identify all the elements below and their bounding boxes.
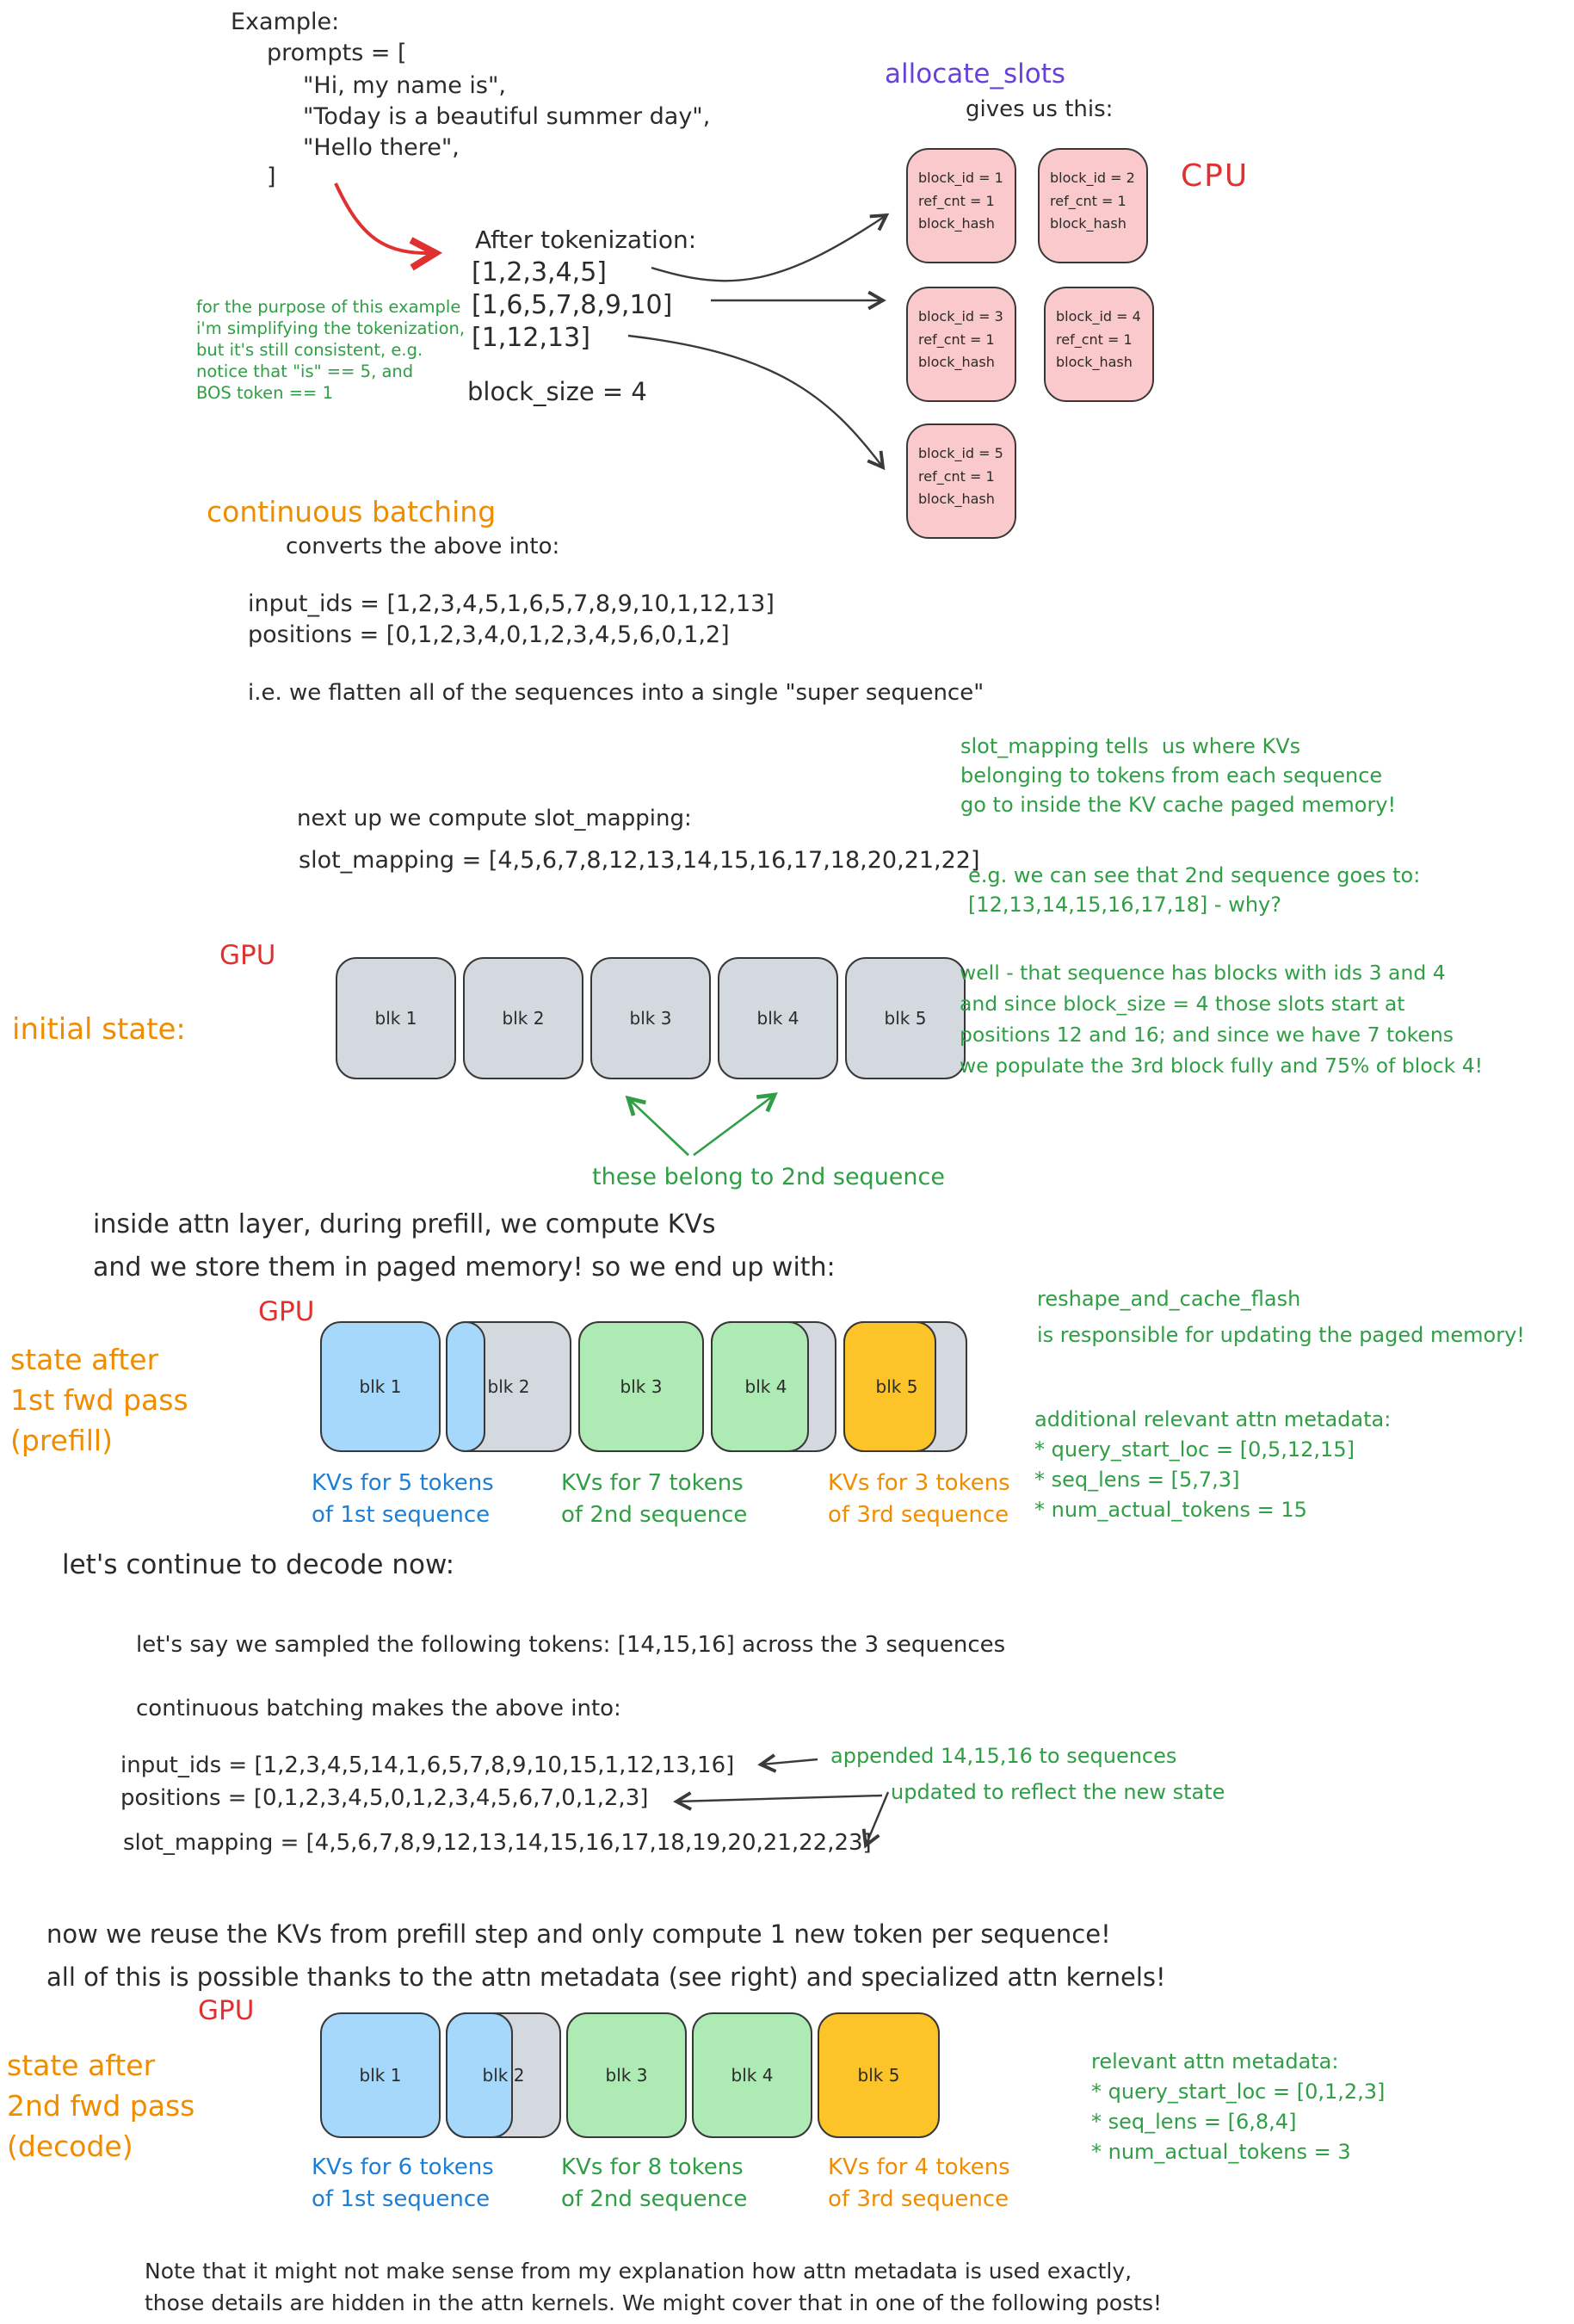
example-title: Example:	[231, 9, 340, 35]
after-tokenization-heading: After tokenization:	[475, 226, 697, 254]
decode-blk-2	[446, 2012, 561, 2138]
slot-mapping-decode: slot_mapping = [4,5,6,7,8,9,12,13,14,15,16,17,18,19,20,21,22,23]	[123, 1830, 872, 1856]
blk-label: blk 4	[756, 1008, 799, 1029]
initial-blk-3	[590, 957, 711, 1079]
blk-label: blk 1	[359, 1376, 402, 1397]
positions-decode: positions = [0,1,2,3,4,5,0,1,2,3,4,5,6,7,0,1,2,3]	[120, 1785, 649, 1811]
prefill-blk-5	[843, 1321, 967, 1452]
cb-makes-note: continuous batching makes the above into:	[136, 1696, 621, 1721]
blk-label: blk 2	[482, 2065, 525, 2086]
gives-us-this-label: gives us this:	[966, 96, 1114, 122]
blk-label: blk 5	[884, 1008, 927, 1029]
cpu-label: CPU	[1181, 158, 1250, 194]
continuous-batching-heading: continuous batching	[207, 495, 497, 528]
prompt-lines: "Hi, my name is", "Today is a beautiful summer day", "Hello there",	[303, 72, 711, 161]
prompts-open: prompts = [	[267, 40, 407, 66]
blk-label: blk 4	[744, 1376, 787, 1397]
cpu-block-1: block_id = 1 ref_cnt = 1 block_hash	[906, 148, 1016, 263]
prefill-blk-1	[320, 1321, 441, 1452]
blk-label: blk 5	[857, 2065, 900, 2086]
cpu-block-2: block_id = 2 ref_cnt = 1 block_hash	[1038, 148, 1148, 263]
initial-blk-2	[463, 957, 583, 1079]
prefill-caption-seq3: KVs for 3 tokens of 3rd sequence	[828, 1470, 1010, 1528]
prefill-state-label: state after 1st fwd pass (prefill)	[10, 1343, 188, 1457]
prefill-caption-seq2: KVs for 7 tokens of 2nd sequence	[561, 1470, 748, 1528]
input-ids-prefill: input_ids = [1,2,3,4,5,1,6,5,7,8,9,10,1,12,13]	[248, 590, 775, 617]
prefill-blk-4	[711, 1321, 836, 1452]
decode-caption-seq3: KVs for 4 tokens of 3rd sequence	[828, 2154, 1010, 2212]
converts-label: converts the above into:	[286, 534, 560, 559]
blk-label: blk 1	[359, 2065, 402, 2086]
arrow-appended	[761, 1759, 818, 1765]
decode-blk-1	[320, 2012, 441, 2138]
belong-note: these belong to 2nd sequence	[592, 1164, 945, 1190]
gpu-label-decode: GPU	[198, 1995, 255, 2026]
blk-label: blk 4	[731, 2065, 774, 2086]
prefill-caption-seq1: KVs for 5 tokens of 1st sequence	[312, 1470, 494, 1528]
cpu-block-4: block_id = 4 ref_cnt = 1 block_hash	[1044, 287, 1154, 402]
decode-state-label: state after 2nd fwd pass (decode)	[7, 2049, 195, 2163]
initial-blk-5	[845, 957, 966, 1079]
slot-mapping-example-note: e.g. we can see that 2nd sequence goes to: [12,13,14,15,16,17,18] - why?	[968, 863, 1421, 917]
updated-note: updated to reflect the new state	[891, 1780, 1225, 1804]
initial-state-label: initial state:	[12, 1012, 186, 1047]
prefill-intro: inside attn layer, during prefill, we compute KVs and we store them in paged memory! so we end up with:	[93, 1209, 836, 1283]
reuse-note: now we reuse the KVs from prefill step and only compute 1 new token per sequence! all of this is possible thanks to the attn metadata (see right) and specialized attn kernels!	[46, 1919, 1166, 1992]
prompts-close: ]	[267, 164, 276, 190]
token-lists: [1,2,3,4,5] [1,6,5,7,8,9,10] [1,12,13]	[472, 257, 673, 353]
allocate-slots-label: allocate_slots	[885, 59, 1065, 90]
arrow-list3-to-block5	[628, 336, 883, 467]
initial-blk-4	[718, 957, 838, 1079]
sampled-tokens-note: let's say we sampled the following tokens: [14,15,16] across the 3 sequences	[136, 1632, 1006, 1658]
decode-blk-3	[566, 2012, 687, 2138]
flatten-note: i.e. we flatten all of the sequences into a single "super sequence"	[248, 680, 985, 706]
block-size-label: block_size = 4	[467, 377, 647, 406]
arrow-prompts-to-tokenization	[336, 183, 435, 253]
footer-note: Note that it might not make sense from my explanation how attn metadata is used exactly, those details are hidden in the attn kernels. We might cover that in one of the following posts!	[145, 2259, 1163, 2315]
slot-mapping-tells-note: slot_mapping tells us where KVs belonging to tokens from each sequence go to inside the KV cache paged memory!	[960, 734, 1397, 817]
decode-caption-seq2: KVs for 8 tokens of 2nd sequence	[561, 2154, 748, 2212]
decode-blk-5	[818, 2012, 940, 2138]
decode-blk-4	[692, 2012, 812, 2138]
gpu-label-initial: GPU	[219, 940, 276, 971]
input-ids-decode: input_ids = [1,2,3,4,5,14,1,6,5,7,8,9,10,15,1,12,13,16]	[120, 1752, 735, 1778]
decode-attn-metadata: relevant attn metadata: * query_start_loc = [0,1,2,3] * seq_lens = [6,8,4] * num_actual_tokens = 3	[1091, 2049, 1386, 2164]
arrow-belong-left	[628, 1098, 688, 1155]
arrow-updated-positions	[676, 1796, 882, 1802]
blk-label: blk 3	[629, 1008, 672, 1029]
blk-label: blk 2	[487, 1376, 530, 1397]
positions-prefill: positions = [0,1,2,3,4,0,1,2,3,4,5,6,0,1,2]	[248, 621, 730, 648]
prefill-blk-2	[446, 1321, 571, 1452]
why-note: well - that sequence has blocks with ids 3 and 4 and since block_size = 4 those slots start at positions 12 and 16; and since we have 7 tokens we populate the 3rd block fully and 75% of block 4!	[960, 961, 1484, 1078]
blk-label: blk 5	[875, 1376, 918, 1397]
tokenization-note: for the purpose of this example i'm simplifying the tokenization, but it's still consistent, e.g. notice that "is" == 5, and BOS token == 1	[196, 297, 466, 403]
cpu-block-3: block_id = 3 ref_cnt = 1 block_hash	[906, 287, 1016, 402]
blk-label: blk 2	[502, 1008, 545, 1029]
decode-caption-seq1: KVs for 6 tokens of 1st sequence	[312, 2154, 494, 2212]
gpu-label-prefill: GPU	[258, 1296, 315, 1327]
arrow-belong-right	[694, 1095, 775, 1155]
initial-blk-1	[336, 957, 456, 1079]
slot-mapping-intro: next up we compute slot_mapping:	[297, 806, 692, 831]
blk-label: blk 3	[620, 1376, 663, 1397]
prefill-blk-3	[578, 1321, 704, 1452]
blk-label: blk 1	[374, 1008, 417, 1029]
appended-note: appended 14,15,16 to sequences	[830, 1744, 1177, 1768]
blk-label: blk 3	[605, 2065, 648, 2086]
slot-mapping-value: slot_mapping = [4,5,6,7,8,12,13,14,15,16,17,18,20,21,22]	[299, 847, 980, 874]
decode-heading: let's continue to decode now:	[62, 1549, 455, 1580]
cpu-block-5: block_id = 5 ref_cnt = 1 block_hash	[906, 423, 1016, 539]
prefill-attn-metadata: additional relevant attn metadata: * query_start_loc = [0,5,12,15] * seq_lens = [5,7,3] * num_actual_tokens = 15	[1034, 1407, 1392, 1522]
reshape-note: reshape_and_cache_flash is responsible for updating the paged memory!	[1037, 1287, 1525, 1347]
